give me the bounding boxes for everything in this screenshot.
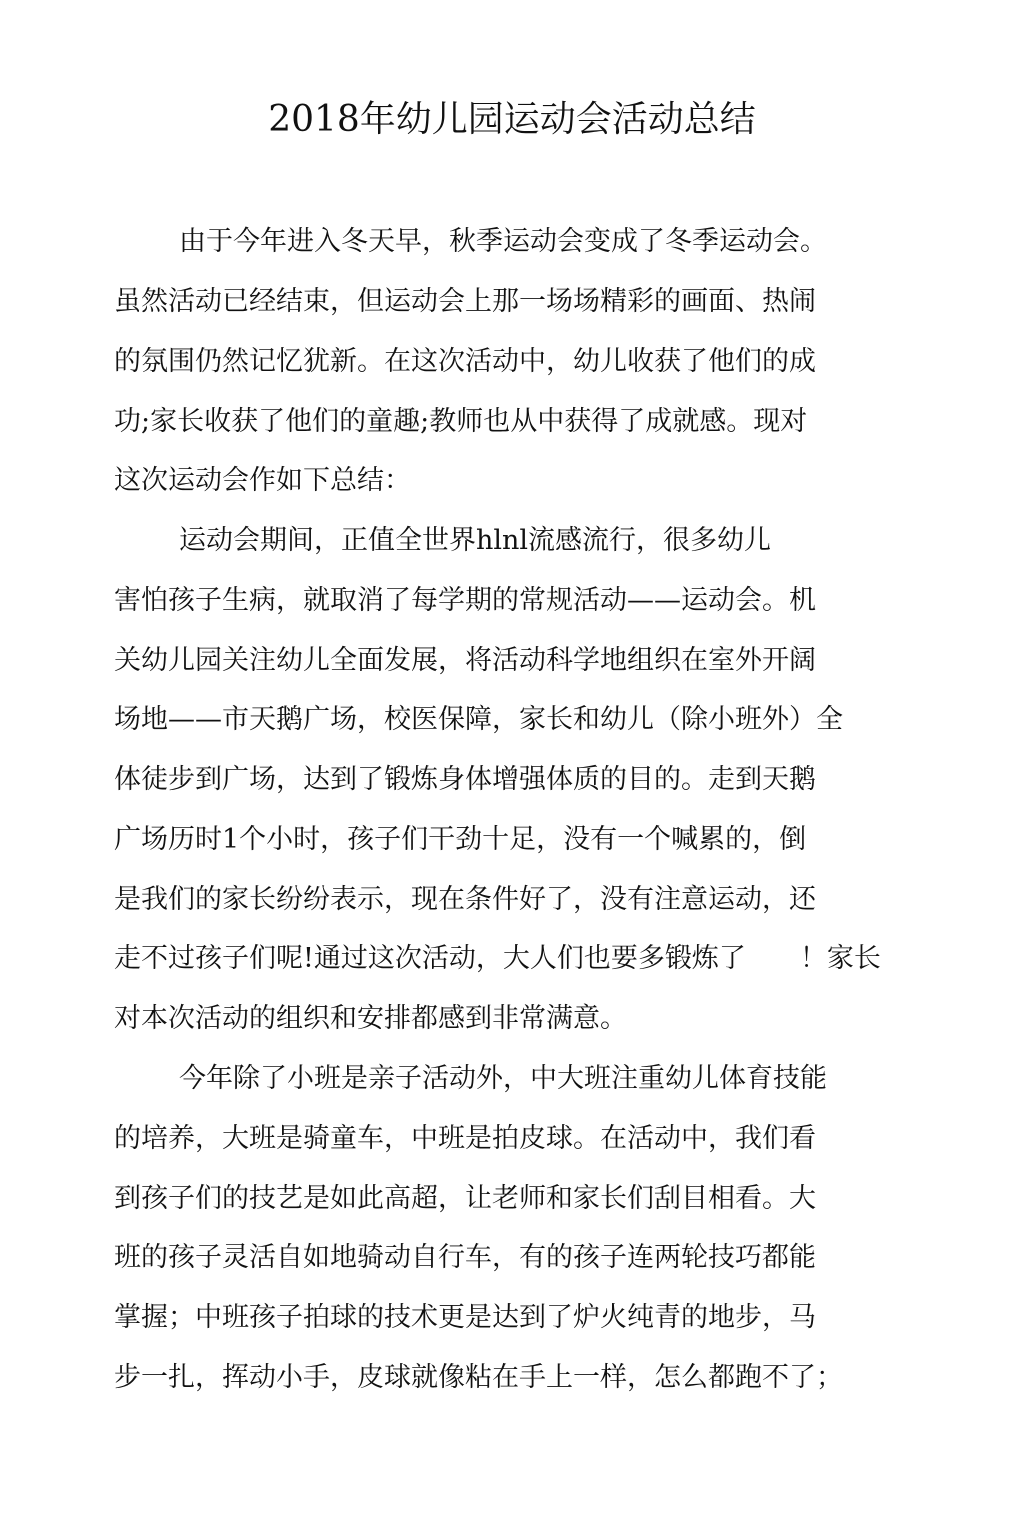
document-title: 2018年幼儿园运动会活动总结	[268, 99, 756, 140]
paragraph-3-line-6: 步一扎，挥动小手，皮球就像粘在手上一样，怎么都跑不了；	[114, 1362, 843, 1393]
paragraph-3-line-3: 到孩子们的技艺是如此高超，让老师和家长们刮目相看。大	[114, 1183, 816, 1214]
paragraph-2-line-7: 是我们的家长纷纷表示，现在条件好了，没有注意运动，还	[114, 884, 816, 915]
paragraph-3-line-1: 今年除了小班是亲子活动外，中大班注重幼儿体育技能	[179, 1063, 827, 1094]
paragraph-1-line-3: 的氛围仍然记忆犹新。在这次活动中，幼儿收获了他们的成	[114, 346, 816, 377]
paragraph-2-line-2: 害怕孩子生病，就取消了每学期的常规活动——运动会。机	[114, 585, 816, 616]
paragraph-2-line-1: 运动会期间，正值全世界hlnl流感流行，很多幼儿	[179, 525, 772, 556]
paragraph-1-line-1: 由于今年进入冬天早，秋季运动会变成了冬季运动会。	[179, 226, 827, 257]
paragraph-1-line-2: 虽然活动已经结束，但运动会上那一场场精彩的画面、热闹	[114, 286, 816, 317]
paragraph-2-line-4: 场地——市天鹅广场，校医保障，家长和幼儿（除小班外）全	[114, 704, 843, 735]
paragraph-1-line-5: 这次运动会作如下总结：	[114, 465, 411, 496]
paragraph-3-line-4: 班的孩子灵活自如地骑动自行车，有的孩子连两轮技巧都能	[114, 1242, 816, 1273]
paragraph-2-line-6: 广场历时1个小时，孩子们干劲十足，没有一个喊累的，倒	[114, 824, 807, 855]
paragraph-2-line-5: 体徒步到广场，达到了锻炼身体增强体质的目的。走到天鹅	[114, 764, 816, 795]
paragraph-3-line-5: 掌握；中班孩子拍球的技术更是达到了炉火纯青的地步，马	[114, 1302, 816, 1333]
paragraph-2-line-9: 对本次活动的组织和安排都感到非常满意。	[114, 1003, 627, 1034]
paragraph-3-line-2: 的培养，大班是骑童车，中班是拍皮球。在活动中，我们看	[114, 1123, 816, 1154]
paragraph-1-line-4: 功;家长收获了他们的童趣;教师也从中获得了成就感。现对	[114, 406, 808, 437]
paragraph-2-line-8: 走不过孩子们呢!通过这次活动，大人们也要多锻炼了 ！家长	[114, 943, 881, 974]
paragraph-2-line-3: 关幼儿园关注幼儿全面发展，将活动科学地组织在室外开阔	[114, 645, 816, 676]
